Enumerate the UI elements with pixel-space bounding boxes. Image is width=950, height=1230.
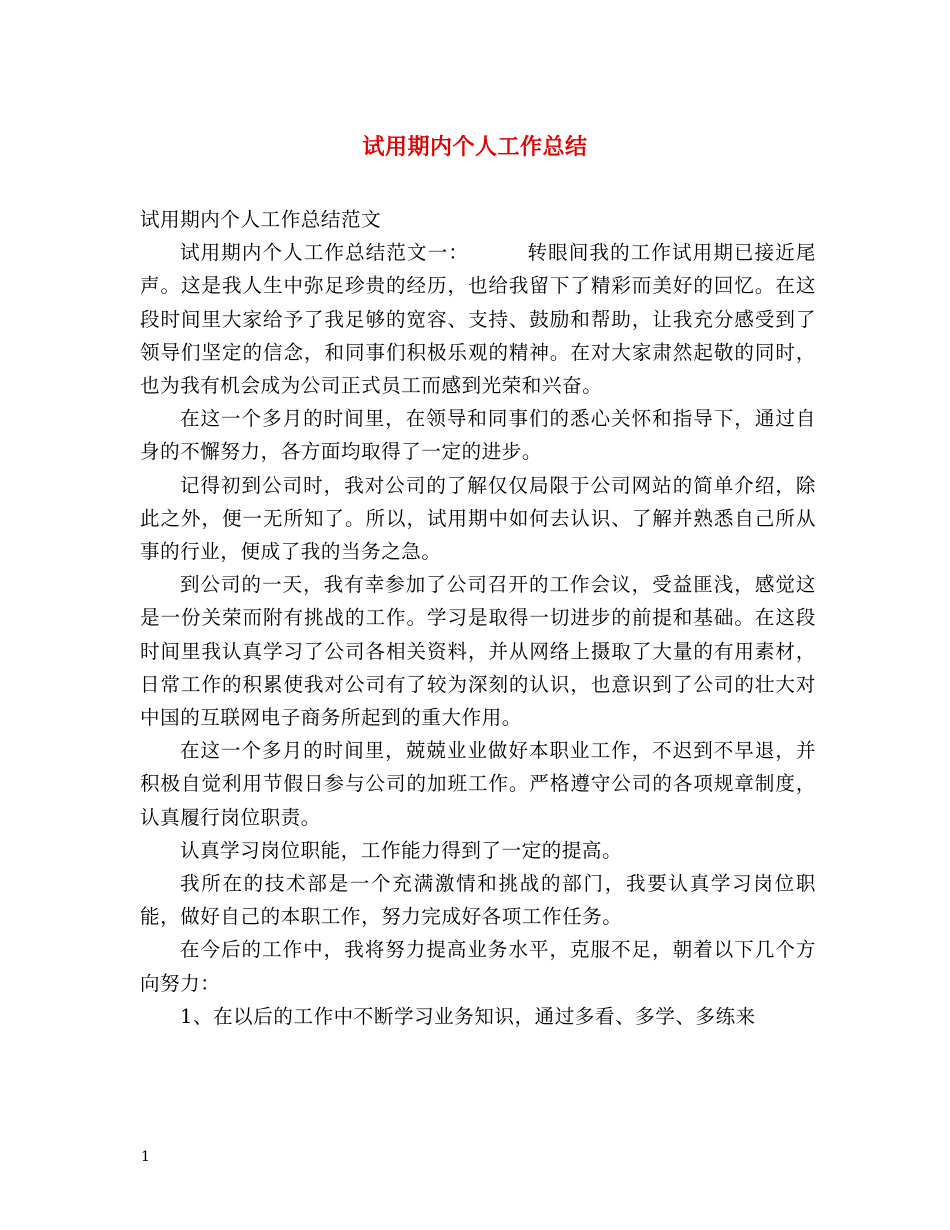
body-paragraph: 我所在的技术部是一个充满激情和挑战的部门，我要认真学习岗位职能，做好自己的本职工作，努力完成好各项工作任务。 bbox=[140, 872, 816, 929]
body-paragraph: 在今后的工作中，我将努力提高业务水平，克服不足，朝着以下几个方向努力： bbox=[140, 938, 816, 995]
body-paragraph: 记得初到公司时，我对公司的了解仅仅局限于公司网站的简单介绍，除此之外，便一无所知了。所以，试用期中如何去认识、了解并熟悉自己所从事的行业，便成了我的当务之急。 bbox=[140, 473, 816, 564]
document-subtitle: 试用期内个人工作总结范文 bbox=[140, 208, 382, 231]
body-paragraph: 在这一个多月的时间里，在领导和同事们的悉心关怀和指导下，通过自身的不懈努力，各方面均取得了一定的进步。 bbox=[140, 407, 816, 464]
body-paragraph: 到公司的一天，我有幸参加了公司召开的工作会议，受益匪浅，感觉这是一份关荣而附有挑战的工作。学习是取得一切进步的前提和基础。在这段时间里我认真学习了公司各相关资料，并从网络上摄取了大量的有用素材，日常工作的积累使我对公司有了较为深刻的认识，也意识到了公司的壮大对中国的互联网电子商务所起到的重大作用。 bbox=[140, 573, 816, 730]
intro-lead: 试用期内个人工作总结范文一： bbox=[179, 241, 469, 265]
page-number: 1 bbox=[141, 1149, 150, 1165]
body-paragraph: 认真学习岗位职能，工作能力得到了一定的提高。 bbox=[179, 838, 623, 862]
document-title: 试用期内个人工作总结 bbox=[362, 134, 588, 160]
document-body bbox=[140, 203, 816, 1033]
intro-paragraph bbox=[140, 236, 816, 402]
body-paragraph: 在这一个多月的时间里，兢兢业业做好本职业工作，不迟到不早退，并积极自觉利用节假日参与公司的加班工作。严格遵守公司的各项规章制度，认真履行岗位职责。 bbox=[140, 739, 816, 829]
intro-rest: 转眼间我的工作试用期已接近尾声。这是我人生中弥足珍贵的经历，也给我留下了精彩而美好的回忆。在这段时间里大家给予了我足够的宽容、支持、鼓励和帮助，让我充分感受到了领导们坚定的信念，和同事们积极乐观的精神。在对大家肃然起敬的同时，也为我有机会成为公司正式员工而感到光荣和兴奋。 bbox=[140, 241, 816, 398]
body-paragraph: 1、在以后的工作中不断学习业务知识，通过多看、多学、多练来 bbox=[179, 1004, 756, 1028]
